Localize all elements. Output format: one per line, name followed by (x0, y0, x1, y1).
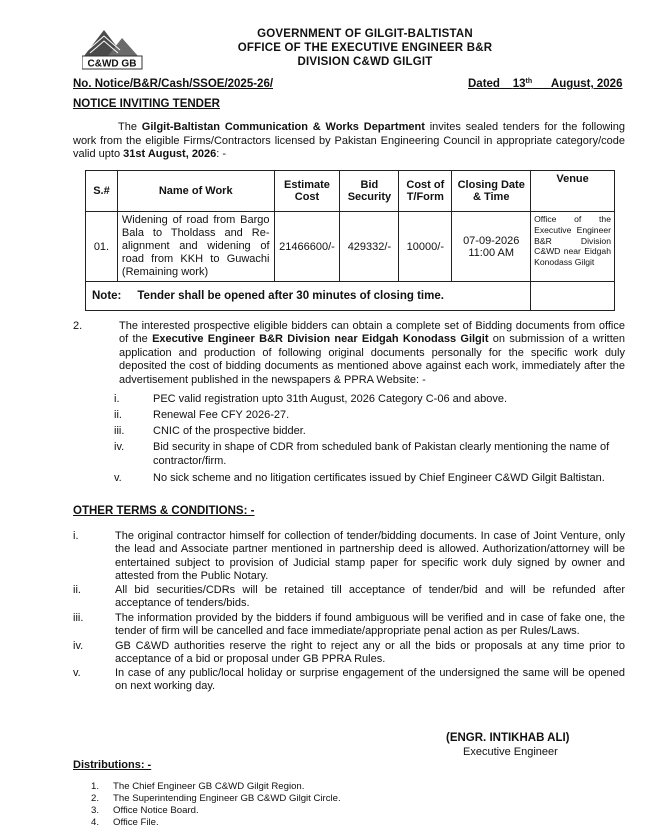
requirement-text: PEC valid registration upto 31th August, 2026 Category C-06 and above. (153, 393, 508, 405)
intro-date: 31st August, 2026 (123, 148, 217, 160)
dated-month-year: August, 2026 (550, 78, 623, 90)
terms-title: OTHER TERMS & CONDITIONS: - (73, 505, 255, 517)
note-text: Tender shall be opened after 30 minutes of closing time. (137, 290, 444, 302)
distribution-item (91, 817, 159, 829)
header-line-3: DIVISION C&WD GILGIT (297, 56, 433, 68)
col-closing: Closing Date & Time (452, 171, 531, 212)
requirement-number: iii. (114, 425, 125, 437)
distribution-item (91, 793, 341, 805)
requirement-number: v. (114, 472, 122, 484)
signatory-name: (ENGR. INTIKHAB ALI) (446, 732, 570, 744)
table-note-row (86, 282, 615, 311)
para2-office: Executive Engineer B&R Division near Eidgah Konodass Gilgit (152, 333, 489, 346)
dated-label: Dated (468, 78, 500, 90)
tender-table (85, 170, 615, 311)
col-sno: S.# (86, 171, 118, 212)
intro-pre: The (118, 121, 142, 133)
reference-line (73, 78, 638, 92)
row-cost-tform: 10000/- (399, 212, 452, 282)
table-note (86, 282, 531, 311)
col-venue: Venue (531, 171, 615, 212)
logo-text: C&WD GB (87, 58, 137, 70)
term-number: v. (73, 667, 81, 679)
row-bid-security: 429332/- (340, 212, 399, 282)
notice-title: NOTICE INVITING TENDER (73, 98, 220, 110)
distribution-number: 3. (91, 805, 100, 816)
requirement-text: Renewal Fee CFY 2026-27. (153, 409, 290, 421)
col-estimate-cost: Estimate Cost (274, 171, 340, 212)
term-text: GB C&WD authorities reserve the right to reject any or all the bids or proposals at any time prior to acceptance of a bid or proposal under GB PPRA Rules. (115, 640, 625, 666)
row-venue: Office of the Executive Engineer B&R Division C&WD near Eidgah Konodass Gilgit (531, 212, 615, 282)
col-cost-tform: Cost of T/Form (399, 171, 452, 212)
term-number: ii. (73, 584, 81, 596)
header-line-1: GOVERNMENT OF GILGIT-BALTISTAN (257, 28, 473, 40)
term-number: iii. (73, 612, 84, 624)
col-bid-security: Bid Security (340, 171, 399, 212)
term-text: In case of any public/local holiday or surprise engagement of the undersigned the same will be opened on next working day. (115, 667, 625, 693)
requirement-number: i. (114, 393, 120, 405)
term-text: The original contractor himself for collection of tender/bidding documents. In case of Joint Venture, only the lead and Associate partner mentioned in partnership deed is allowed. Authorization/attorney will be entertained subject to provision of Judicial stamp paper for specific work duly signed by owner and attested from the Public Notary. (115, 530, 625, 583)
row-closing-time: 11:00 AM (468, 246, 515, 259)
intro-mid: invites sealed tenders for the following work from the eligible Firms/Contractors licensed by Pakistan Engineering Council in appropriate category/code valid upto (73, 121, 625, 160)
para2-post: on submission of a written application and production of following original documents personally for the specific work duly deposited the cost of bidding documents as mentioned above against each work, immediately after the advertisement published in the newspapers & PPRA Website: - (119, 333, 625, 386)
intro-post: : - (216, 148, 227, 160)
dated-field (468, 78, 622, 90)
signatory-title: Executive Engineer (463, 746, 558, 758)
distribution-title: Distributions: - (73, 759, 152, 771)
col-name-of-work: Name of Work (117, 171, 274, 212)
para2-number: 2. (73, 320, 83, 332)
distribution-item (91, 805, 199, 817)
intro-paragraph (73, 121, 625, 162)
term-text: All bid securities/CDRs will be retained till acceptance of tender/bid and will be refunded after acceptance of tenders/bids. (115, 584, 625, 610)
requirement-text: No sick scheme and no litigation certificates issued by Chief Engineer C&WD Gilgit Baltistan. (153, 472, 605, 484)
distribution-text: Office Notice Board. (113, 805, 199, 816)
distribution-number: 1. (91, 781, 100, 792)
distribution-text: Office File. (113, 817, 159, 828)
distribution-number: 2. (91, 793, 100, 804)
row-closing-date: 07-09-2026 (463, 234, 520, 247)
dated-day-suffix: th (525, 78, 533, 85)
requirement-text: CNIC of the prospective bidder. (153, 425, 306, 437)
row-closing (452, 212, 531, 282)
distribution-text: The Superintending Engineer GB C&WD Gilgit Circle. (113, 793, 341, 804)
requirement-text: Bid security in shape of CDR from scheduled bank of Pakistan clearly mentioning the name of contractor/firm. (153, 441, 610, 467)
requirement-number: ii. (114, 409, 122, 421)
note-label: Note: (92, 290, 122, 302)
row-sno: 01. (86, 212, 118, 282)
term-number: iv. (73, 640, 84, 652)
cwd-logo (82, 26, 144, 70)
table-note-empty (531, 282, 615, 311)
para2-pre: The interested prospective eligible bidders can obtain a complete set of Bidding documents from office of the (119, 320, 625, 346)
distribution-text: The Chief Engineer GB C&WD Gilgit Region. (113, 781, 305, 792)
dated-day: 13 (512, 78, 526, 90)
header-line-2: OFFICE OF THE EXECUTIVE ENGINEER B&R (237, 42, 493, 54)
table-header-row (86, 171, 615, 212)
requirement-number: iv. (114, 441, 125, 453)
row-name-of-work: Widening of road from Bargo Bala to Tholdass and Re-alignment and widening of road from KKH to Guwachi (Remaining work) (117, 212, 274, 282)
intro-department: Gilgit-Baltistan Communication & Works Department (141, 121, 425, 133)
table-row (86, 212, 615, 282)
distribution-item (91, 781, 304, 793)
distribution-number: 4. (91, 817, 100, 828)
term-text: The information provided by the bidders if found ambiguous will be verified and in case of fake one, the tender of firm will be cancelled and face immediate/appropriate penal action as per Rules/Laws. (115, 612, 625, 638)
term-number: i. (73, 530, 79, 542)
row-estimate: 21466600/- (274, 212, 340, 282)
para2-text (119, 320, 625, 387)
reference-number: No. Notice/B&R/Cash/SSOE/2025-26/ (73, 78, 274, 90)
